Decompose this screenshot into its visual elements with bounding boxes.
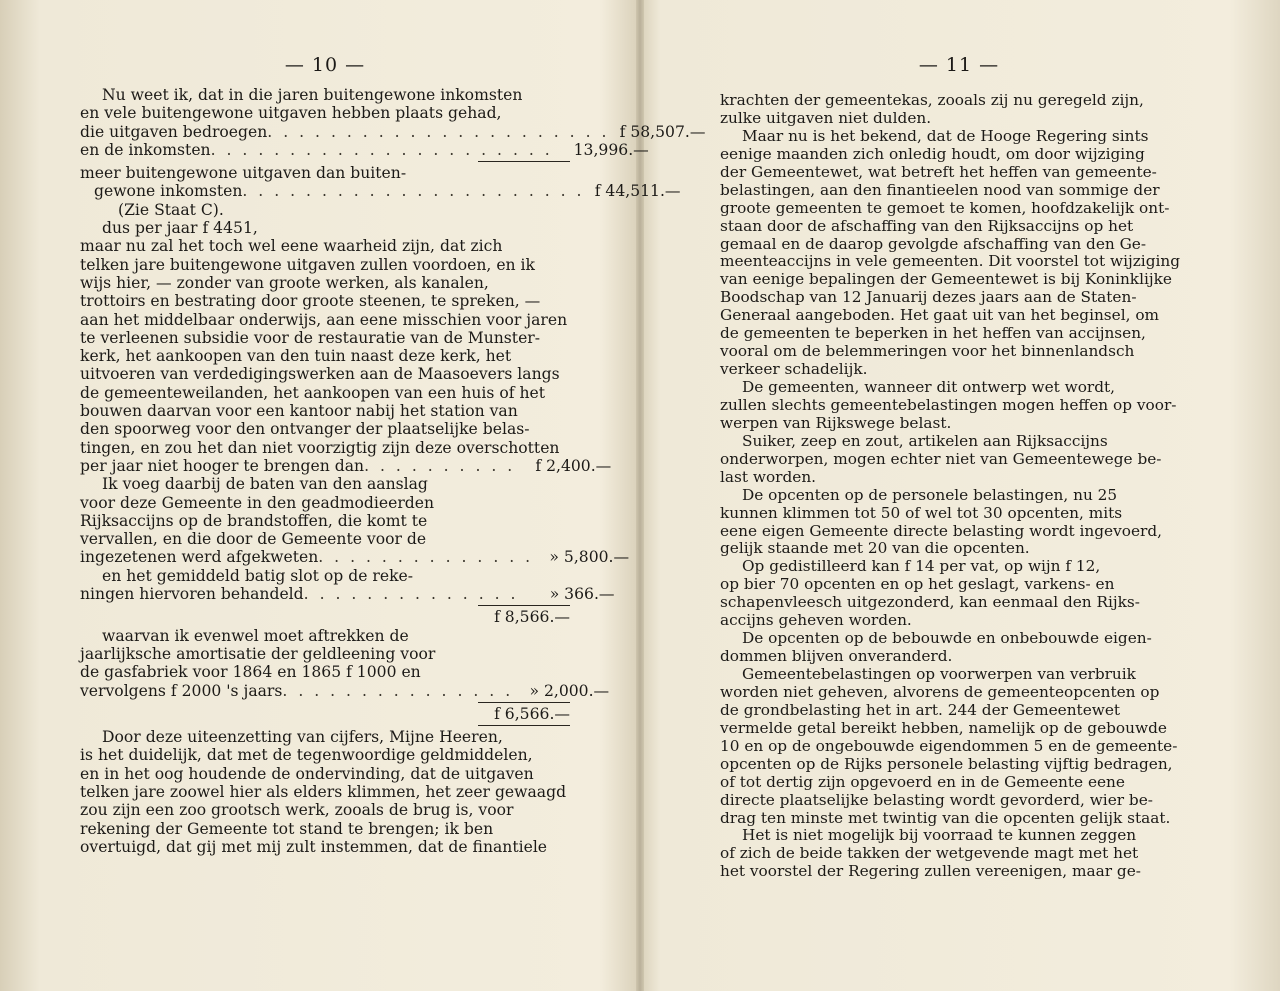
text-line: zou zijn een zoo grootsch werk, zooals de brug is, voor	[80, 801, 514, 820]
text-line: overtuigd, dat gij met mij zult instemmen, dat de finantiele	[80, 837, 548, 856]
ledger-row	[80, 681, 610, 700]
ledger-row	[80, 122, 706, 141]
text-line: voor deze Gemeente in den geadmodieerden	[80, 493, 435, 512]
ledger-label: die uitgaven bedroegen	[80, 122, 268, 141]
text-line: en vele buitengewone uitgaven hebben plaats gehad,	[80, 104, 502, 123]
text-line: krachten der gemeentekas, zooals zij nu geregeld zijn,	[720, 91, 1144, 109]
text-line: opcenten op de Rijks personele belasting vijftig bedragen,	[720, 754, 1173, 773]
text-line: Gemeentebelastingen op voorwerpen van verbruik	[742, 665, 1136, 683]
text-line: eenige maanden zich onledig houdt, om door wijziging	[720, 144, 1145, 163]
text-line: uitvoeren van verdedigingswerken aan de Maasoevers langs	[80, 365, 560, 384]
text-line: en het gemiddeld batig slot op de reke-	[102, 566, 414, 585]
leader-dots: . . . . . . . . . . . . . . . . . . . . . .	[242, 182, 585, 201]
text-line: schapenvleesch uitgezonderd, kan eenmaal den Rijks-	[720, 593, 1140, 612]
text-line: bouwen daarvan voor een kantoor nabij het station van	[80, 402, 518, 421]
right-page-text	[720, 92, 1198, 881]
sum-rule	[478, 702, 570, 703]
text-line: drag ten minste met twintig van die opcenten gelijk staat.	[720, 808, 1171, 827]
text-line: kerk, het aankoopen van den tuin naast deze kerk, het	[80, 347, 512, 366]
text-line: op bier 70 opcenten en op het geslagt, varkens- en	[720, 575, 1115, 594]
ledger-amount: f 44,511.—	[594, 182, 681, 201]
text-line: groote gemeenten te gemoet te komen, hoofdzakelijk ont-	[720, 198, 1170, 217]
text-line: vervallen, en die door de Gemeente voor de	[80, 530, 427, 549]
text-line: 10 en op de ongebouwde eigendommen 5 en de gemeente-	[720, 736, 1178, 755]
text-line: gemaal en de daarop gevolgde afschaffing van den Ge-	[720, 234, 1147, 253]
text-line: eene eigen Gemeente directe belasting wordt ingevoerd,	[720, 521, 1162, 540]
ledger-row	[80, 585, 615, 604]
ledger-label: per jaar niet hooger te brengen dan	[80, 456, 365, 475]
text-line: Op gedistilleerd kan f 14 per vat, op wijn f 12,	[742, 557, 1101, 576]
text-line: maar nu zal het toch wel eene waarheid zijn, dat zich	[80, 237, 503, 256]
sum-rule	[478, 161, 570, 162]
text-line: Suiker, zeep en zout, artikelen aan Rijksaccijns	[742, 431, 1108, 450]
text-line: vooral om de belemmeringen voor het binnenlandsch	[720, 342, 1135, 361]
text-line: dus per jaar f 4451,	[102, 219, 258, 238]
text-line: vermelde getal bereikt hebben, namelijk op de gebouwde	[720, 718, 1167, 737]
ledger-amount: 13,996.—	[573, 140, 649, 159]
ledger-label: vervolgens f 2000 's jaars	[80, 681, 283, 700]
text-line: trottoirs en bestrating door groote steenen, te spreken, —	[80, 292, 541, 311]
text-line: en in het oog houdende de ondervinding, dat de uitgaven	[80, 764, 534, 783]
text-line: der Gemeentewet, wat betreft het heffen van gemeente-	[720, 162, 1157, 181]
text-line: de gemeenten te beperken in het heffen van accijnsen,	[720, 324, 1146, 343]
ledger-amount: f 58,507.—	[619, 122, 706, 141]
text-line: last worden.	[720, 467, 817, 486]
text-line: of zich de beide takken der wetgevende magt met het	[720, 844, 1139, 863]
text-line: Boodschap van 12 Januarij dezes jaars aan de Staten-	[720, 288, 1137, 307]
ledger-amount: » 366.—	[549, 585, 615, 604]
text-line: accijns geheven worden.	[720, 611, 912, 630]
ledger-amount: f 2,400.—	[535, 456, 612, 475]
ledger-subtotal: f 8,566.—	[494, 608, 570, 627]
text-line: wijs hier, — zonder van groote werken, als kanalen,	[80, 273, 489, 292]
right-page	[720, 0, 1198, 991]
left-page-text	[80, 86, 706, 856]
text-line: verkeer schadelijk.	[720, 360, 868, 379]
ledger-label: ningen hiervoren behandeld	[80, 585, 304, 604]
text-line: Ik voeg daarbij de baten van den aanslag	[102, 475, 428, 494]
text-line: den spoorweg voor den ontvanger der plaatselijke belas-	[80, 420, 530, 439]
ledger-label: en de inkomsten	[80, 140, 211, 159]
text-line: (Zie Staat C).	[118, 200, 224, 219]
text-line: zulke uitgaven niet dulden.	[720, 108, 932, 127]
text-line: te verleenen subsidie voor de restauratie van de Munster-	[80, 328, 541, 347]
text-line: waarvan ik evenwel moet aftrekken de	[102, 626, 409, 645]
text-line: Door deze uiteenzetting van cijfers, Mijne Heeren,	[102, 728, 503, 747]
sum-rule	[478, 725, 570, 726]
text-line: Het is niet mogelijk bij voorraad te kunnen zeggen	[742, 826, 1137, 845]
ledger-amount: » 5,800.—	[549, 548, 630, 567]
ledger-row	[80, 140, 649, 159]
sum-rule	[478, 605, 570, 606]
text-line: Maar nu is het bekend, dat de Hooge Regering sints	[742, 126, 1149, 145]
right-page-number: — 11 —	[918, 54, 1000, 76]
ledger-total: f 6,566.—	[494, 704, 570, 723]
text-line: directe plaatselijke belasting wordt gevorderd, wier be-	[720, 790, 1153, 809]
leader-dots: . . . . . . . . . . . . . .	[318, 548, 534, 567]
text-line: Nu weet ik, dat in die jaren buitengewone inkomsten	[102, 86, 523, 104]
text-line: telken jare zoowel hier als elders klimmen, het zeer gewaagd	[80, 782, 567, 801]
ledger-label: gewone inkomsten	[94, 182, 243, 201]
text-line: belastingen, aan den finantieelen nood van sommige der	[720, 180, 1160, 199]
text-line: telken jare buitengewone uitgaven zullen voordoen, en ik	[80, 255, 535, 274]
text-line: of tot dertig zijn opgevoerd en in de Gemeente eene	[720, 772, 1125, 791]
text-line: het voorstel der Regering zullen vereenigen, maar ge-	[720, 862, 1141, 881]
text-line: De gemeenten, wanneer dit ontwerp wet wordt,	[742, 378, 1116, 396]
left-page	[80, 0, 706, 991]
text-line: kunnen klimmen tot 50 of wel tot 30 opcenten, mits	[720, 503, 1123, 522]
text-line: is het duidelijk, dat met de tegenwoordige geldmiddelen,	[80, 746, 533, 765]
leader-dots: . . . . . . . . . . . . . .	[303, 585, 519, 604]
ledger-label: ingezetenen werd afgekweten	[80, 548, 319, 567]
text-line: rekening der Gemeente tot stand te brengen; ik ben	[80, 819, 494, 838]
text-line: tingen, en zou het dan niet voorzigtig zijn deze overschotten	[80, 438, 560, 457]
text-line: dommen blijven onveranderd.	[720, 647, 953, 666]
text-line: De opcenten op de bebouwde en onbebouwde eigen-	[742, 629, 1152, 648]
text-line: meenteaccijns in vele gemeenten. Dit voorstel tot wijziging	[720, 252, 1181, 271]
text-line: jaarlijksche amortisatie der geldleening voor	[80, 644, 436, 663]
ledger-row	[80, 182, 681, 201]
text-line: werpen van Rijkswege belast.	[720, 413, 952, 432]
text-line: De opcenten op de personele belastingen, nu 25	[742, 485, 1118, 504]
ledger-row	[80, 456, 612, 475]
text-line: worden niet geheven, alvorens de gemeenteopcenten op	[720, 682, 1160, 701]
text-line: Generaal aangeboden. Het gaat uit van het beginsel, om	[720, 306, 1160, 325]
leader-dots: . . . . . . . . . . . . . . . . . . . . . .	[267, 122, 610, 141]
text-line: van eenige bepalingen der Gemeentewet is bij Koninklijke	[720, 270, 1172, 289]
leader-dots: . . . . . . . . . . . . . . . . . . . . . .	[210, 140, 553, 159]
text-line: meer buitengewone uitgaven dan buiten-	[80, 164, 407, 183]
left-page-number: — 10 —	[284, 54, 366, 76]
text-line: de grondbelasting het in art. 244 der Gemeentewet	[720, 700, 1121, 719]
leader-dots: . . . . . . . . . . . . . . .	[282, 681, 514, 700]
text-line: Rijksaccijns op de brandstoffen, die komt te	[80, 511, 428, 530]
text-line: aan het middelbaar onderwijs, aan eene misschien voor jaren	[80, 310, 568, 329]
text-line: de gemeenteweilanden, het aankoopen van een huis of het	[80, 383, 546, 402]
ledger-amount: » 2,000.—	[529, 681, 610, 700]
text-line: zullen slechts gemeentebelastingen mogen heffen op voor-	[720, 395, 1177, 414]
text-line: gelijk staande met 20 van die opcenten.	[720, 539, 1030, 558]
leader-dots: . . . . . . . . . .	[364, 456, 516, 475]
text-line: onderworpen, mogen echter niet van Gemeentewege be-	[720, 449, 1162, 468]
text-line: staan door de afschaffing van den Rijksaccijns op het	[720, 216, 1134, 235]
ledger-row	[80, 548, 630, 567]
text-line: de gasfabriek voor 1864 en 1865 f 1000 en	[80, 663, 421, 682]
